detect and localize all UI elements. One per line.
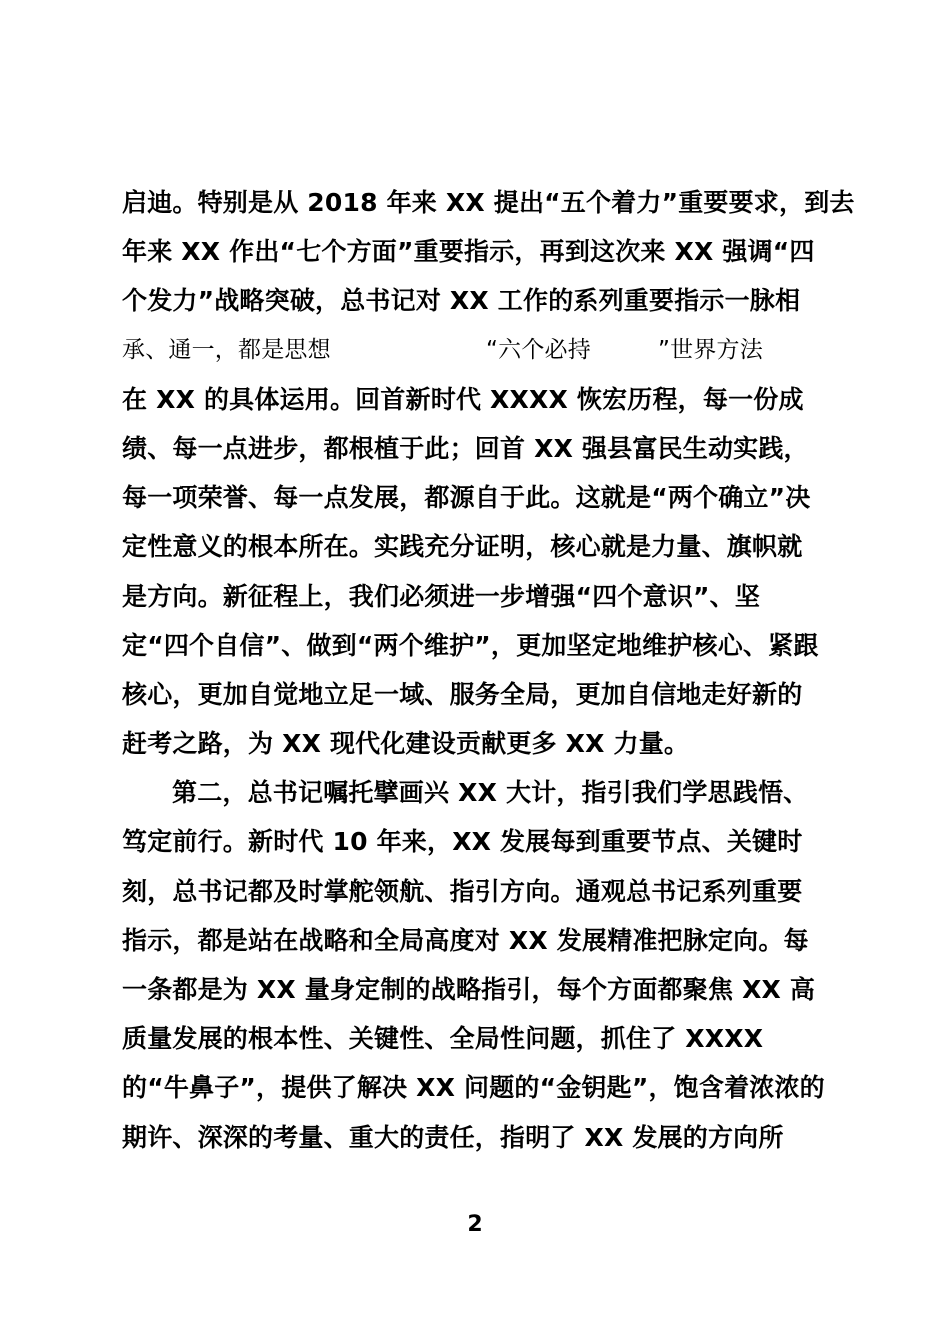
text-line: 是方向。新征程上，我们必须进一步增强“四个意识”、坚 xyxy=(122,581,761,611)
text-line: 赶考之路，为 XX 现代化建设贡献更多 XX 力量。 xyxy=(122,729,690,759)
text-line: 笃定前行。新时代 10 年来，XX 发展每到重要节点、关键时 xyxy=(122,827,803,857)
paragraph-start-line: 第二，总书记嘱托擘画兴 XX 大计，指引我们学思践悟、 xyxy=(172,778,809,808)
broken-text-line xyxy=(122,326,834,375)
text-line: 刻，总书记都及时掌舵领航、指引方向。通观总书记系列重要 xyxy=(122,876,803,906)
text-line: 一条都是为 XX 量身定制的战略指引，每个方面都聚焦 XX 高 xyxy=(122,975,816,1004)
text-line: 定性意义的根本所在。实践充分证明，核心就是力量、旗帜就 xyxy=(122,532,803,562)
text-line: 每一项荣誉、每一点发展，都源自于此。这就是“两个确立”决 xyxy=(122,483,811,513)
text-line: 定“四个自信”、做到“两个维护”，更加坚定地维护核心、紧跟 xyxy=(122,630,819,660)
text-line: 个发力”战略突破，总书记对 XX 工作的系列重要指示一脉相 xyxy=(122,286,801,316)
text-line: 指示，都是站在战略和全局高度对 XX 发展精准把脉定向。每 xyxy=(122,925,809,955)
text-line: 年来 XX 作出“七个方面”重要指示，再到这次来 XX 强调“四 xyxy=(122,237,815,267)
broken-line-part-2: “六个必持 xyxy=(486,336,591,363)
broken-line-part-3: ”世界方法 xyxy=(658,336,763,363)
text-line: 绩、每一点进步，都根植于此；回首 XX 强县富民生动实践， xyxy=(122,433,809,463)
text-line: 的“牛鼻子”，提供了解决 XX 问题的“金钥匙”，饱含着浓浓的 xyxy=(122,1073,825,1103)
page-number: 2 xyxy=(467,1212,483,1237)
text-line: 启迪。特别是从 2018 年来 XX 提出“五个着力”重要要求，到去 xyxy=(122,188,855,217)
text-line: 核心，更加自觉地立足一域、服务全局，更加自信地走好新的 xyxy=(122,679,803,709)
text-line: 质量发展的根本性、关键性、全局性问题，抓住了 XXXX xyxy=(122,1024,764,1054)
broken-line-part-1: 承、通一，都是思想 xyxy=(122,336,331,363)
text-line: 在 XX 的具体运用。回首新时代 XXXX 恢宏历程，每一份成 xyxy=(122,384,804,414)
text-line: 期许、深深的考量、重大的责任，指明了 XX 发展的方向所 xyxy=(122,1122,784,1152)
document-body xyxy=(122,178,855,1162)
